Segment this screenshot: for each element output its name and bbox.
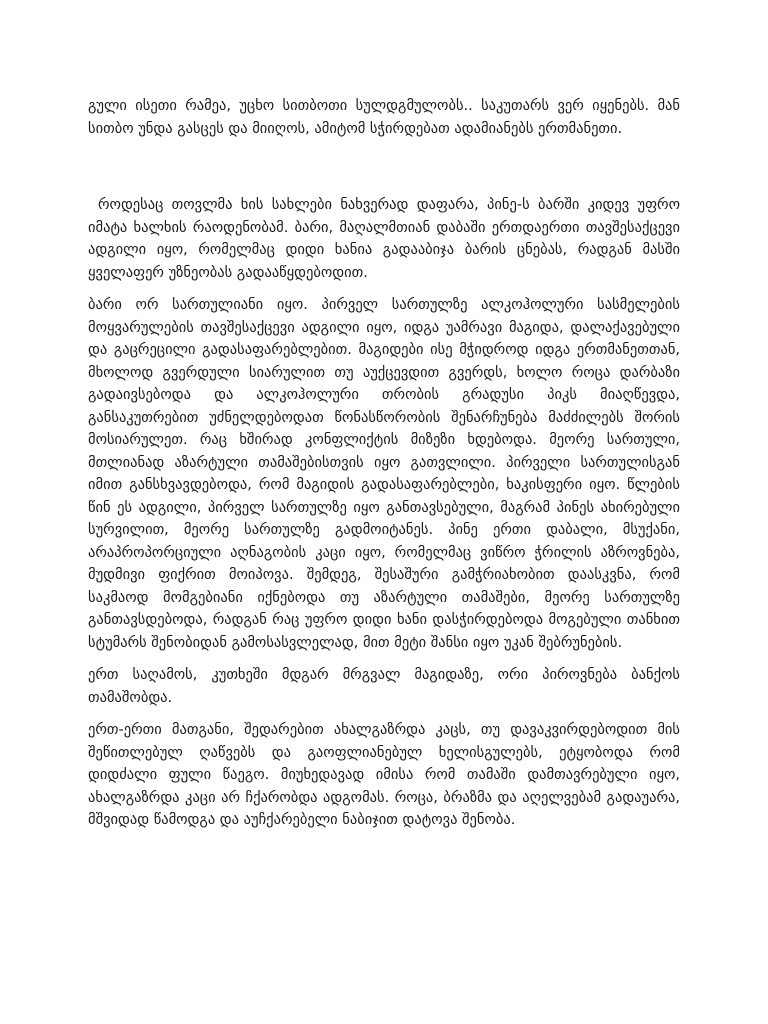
paragraph-bar-floors: ბარი ორ სართულიანი იყო. პირველ სართულზე ალკოჰოლური სასმელების მოყვარულების თავშესაქცევი ადგილი იყო, იდგა უამრავი მაგიდა, დალაქავებული და გაცრეცილი გადასაფარებლებით. მაგიდები ისე მჭიდროდ იდგა ერთმანეთთან, მხოლოდ გვერდული სიარულით თუ აუქცევდით გვერდს, ხოლო როცა დარბაზი გადაივსებოდა და ალკოჰოლური თრობის გრადუსი პიკს მიაღწევდა, განსაკუთრებით უძნელდებოდათ წონასწორობის შენარჩუნება მაძძილებს შორის მოსიარულეთ. რაც ხშირად კონფლიქტის მიზეზი ხდებოდა. მეორე სართული, მთლიანად აზარტული თამაშებისთვის იყო გათვლილი. პირველი სართულისგან იმით განსხვავდებოდა, რომ მაგიდის გადასაფარებლები, ხაკისფერი იყო. წლების წინ ეს ადგილი, პირველ სართულზე იყო განთავსებული, მაგრამ პინეს ახირებული სურვილით, მეორე სართულზე გადმოიტანეს. პინე ერთი დაბალი, მსუქანი, არაპროპორციული აღნაგობის კაცი იყო, რომელმაც ვიწრო ჭრილის აზროვნება, მუდმივი ფიქრით მოიპოვა. შემდეგ, შესაშური გამჭრიახობით დაასკვნა, რომ საკმაოდ მომგებიანი იქნებოდა თუ აზარტული თამაშები, მეორე სართულზე განთავსდებოდა, რადგან რაც უფრო დიდი ხანი დასჭირდებოდა მოგებული თანხით სტუმარს შენობიდან გამოსასვლელად, მით მეტი შანსი იყო უკან შებრუნების.	[88, 297, 680, 651]
paragraph-intro: გული ისეთი რამეა, უცხო სითბოთი სულდგმულობს.. საკუთარს ვერ იყენებს. მან სითბო უნდა გასცეს და მიიღოს, ამიტომ სჭირდებათ ადამიანებს ერთმანეთი.	[88, 98, 680, 137]
paragraph-young-man: ერთ-ერთი მათგანი, შედარებით ახალგაზრდა კაცს, თუ დავაკვირდებოდით მის შეწითლებულ ღაწვებს და გაოფლიანებულ ხელისგულებს, ეტყობოდა რომ დიდძალი ფული წაეგო. მიუხედავად იმისა რომ თამაში დამთავრებული იყო, ახალგაზრდა კაცი არ ჩქარობდა ადგომას. როცა, ბრაზმა და აღელვებამ გადაუარა, მშვიდად წამოდგა და აუჩქარებელი ნაბიჯით დატოვა შენობა.	[88, 722, 680, 828]
paragraph-evening-game: ერთ საღამოს, კუთხეში მდგარ მრგვალ მაგიდაზე, ორი პიროვნება ბანქოს თამაშობდა.	[88, 667, 680, 706]
paragraph-snow-bar: როდესაც თოვლმა ხის სახლები ნახვერად დაფარა, პინე-ს ბარში კიდევ უფრო იმატა ხალხის რაოდენობამ. ბარი, მაღალმთიან დაბაში ერთდაერთი თავშესაქცევი ადგილი იყო, რომელმაც დიდი ხანია გადააბიჯა ბარის ცნებას, რადგან მასში ყველაფერ უზნეობას გადააწყდებოდით.	[88, 197, 680, 281]
